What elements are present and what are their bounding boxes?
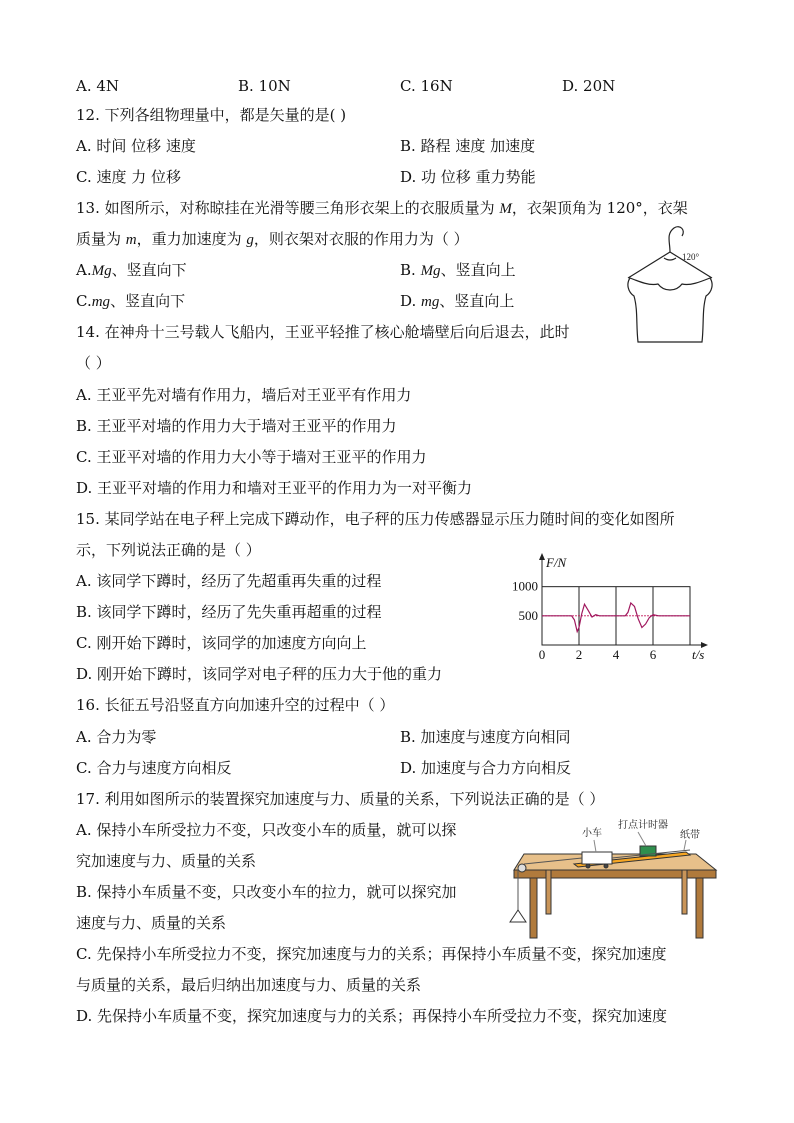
chart-y-axis-arrow — [539, 553, 545, 560]
q16-stem: 16. 长征五号沿竖直方向加速升空的过程中（ ） — [76, 696, 395, 714]
q11-option-d: D. 20N — [562, 77, 616, 95]
q17-option-b-line1: B. 保持小车质量不变，只改变小车的拉力，就可以探究加 — [76, 883, 457, 901]
angle-arc — [664, 258, 676, 260]
label-cart: 小车 — [582, 828, 602, 839]
apparatus-figure — [500, 812, 722, 942]
chart-x-tick-label-2: 2 — [575, 647, 583, 662]
table-leg-back-right — [682, 870, 687, 914]
cart-wheel-right — [604, 864, 608, 868]
q12-stem: 12. 下列各组物理量中，都是矢量的是( ) — [76, 106, 347, 124]
chart-x-tick-label-4: 4 — [612, 647, 620, 662]
q13-option-c: C.mg、竖直向下 — [76, 292, 186, 310]
chart-x-axis-label: t/s — [692, 647, 705, 662]
q14-option-d: D. 王亚平对墙的作用力和墙对王亚平的作用力为一对平衡力 — [76, 479, 473, 497]
q13-stem-line1: 13. 如图所示，对称晾挂在光滑等腰三角形衣架上的衣服质量为 M，衣架顶角为 120°，衣架 — [76, 199, 688, 217]
cart — [582, 852, 612, 864]
q17-stem: 17. 利用如图所示的装置探究加速度与力、质量的关系，下列说法正确的是（ ） — [76, 790, 605, 808]
pointer-timer — [638, 832, 646, 846]
cart-wheel-left — [586, 864, 590, 868]
q15-stem-line2: 示，下列说法正确的是（ ） — [76, 541, 261, 559]
chart-x-tick-label-0: 0 — [538, 647, 546, 662]
hanger-hook — [669, 227, 683, 252]
chart-y-axis-label: F/N — [546, 555, 567, 570]
label-timer: 打点计时器 — [618, 820, 668, 831]
q15-option-c: C. 刚开始下蹲时，该同学的加速度方向向上 — [76, 634, 367, 652]
pulley — [518, 864, 526, 872]
q12-option-a: A. 时间 位移 速度 — [76, 137, 196, 155]
q16-option-d: D. 加速度与合力方向相反 — [400, 759, 572, 777]
q16-option-c: C. 合力与速度方向相反 — [76, 759, 232, 777]
q17-option-b-line2: 速度与力、质量的关系 — [76, 914, 227, 932]
q17-option-a-line2: 究加速度与力、质量的关系 — [76, 852, 257, 870]
hanger-left-arm — [628, 252, 670, 278]
table-leg-front-right — [696, 878, 703, 938]
q17-option-c-line2: 与质量的关系，最后归纳出加速度与力、质量的关系 — [76, 976, 422, 994]
angle-label: 120° — [682, 252, 700, 262]
q17-option-a-line1: A. 保持小车所受拉力不变，只改变小车的质量，就可以探 — [76, 821, 457, 839]
chart-x-tick-label-6: 6 — [649, 647, 657, 662]
table-leg-front-left — [530, 878, 537, 938]
q11-option-a: A. 4N — [76, 77, 120, 95]
clothes-outline — [628, 278, 712, 342]
q11-option-c: C. 16N — [400, 77, 453, 95]
q13-stem-line2: 质量为 m，重力加速度为 g，则衣架对衣服的作用力为（ ） — [76, 230, 469, 248]
q14-option-c: C. 王亚平对墙的作用力大小等于墙对王亚平的作用力 — [76, 448, 427, 466]
label-tape: 纸带 — [680, 830, 700, 841]
q13-option-d: D. mg、竖直向上 — [400, 292, 515, 310]
chart-y-tick-label-1000: 1000 — [512, 578, 538, 594]
q15-option-d: D. 刚开始下蹲时，该同学对电子秤的压力大于他的重力 — [76, 665, 443, 683]
hanger-figure — [620, 220, 725, 350]
hanging-weight — [510, 910, 526, 922]
q16-option-a: A. 合力为零 — [76, 728, 157, 746]
q12-option-d: D. 功 位移 重力势能 — [400, 168, 536, 186]
q13-option-b: B. Mg、竖直向上 — [400, 261, 516, 279]
q12-option-c: C. 速度 力 位移 — [76, 168, 182, 186]
q15-option-a: A. 该同学下蹲时，经历了先超重再失重的过程 — [76, 572, 382, 590]
q14-option-b: B. 王亚平对墙的作用力大于墙对王亚平的作用力 — [76, 417, 397, 435]
q11-option-b: B. 10N — [238, 77, 291, 95]
pressure-time-chart — [500, 545, 715, 665]
q17-option-c-line1: C. 先保持小车所受拉力不变，探究加速度与力的关系；再保持小车质量不变，探究加速度 — [76, 945, 667, 963]
pointer-tape — [684, 840, 686, 850]
chart-y-tick-label-500: 500 — [518, 607, 538, 623]
q12-option-b: B. 路程 速度 加速度 — [400, 137, 536, 155]
q14-option-a: A. 王亚平先对墙有作用力，墙后对王亚平有作用力 — [76, 386, 412, 404]
q17-option-d-line1: D. 先保持小车质量不变，探究加速度与力的关系；再保持小车所受拉力不变，探究加速度 — [76, 1007, 668, 1025]
pointer-cart — [594, 840, 596, 852]
table-leg-back-left — [546, 870, 551, 914]
q15-option-b: B. 该同学下蹲时，经历了先失重再超重的过程 — [76, 603, 382, 621]
q13-option-a: A.Mg、竖直向下 — [76, 261, 187, 279]
q15-stem-line1: 15. 某同学站在电子秤上完成下蹲动作，电子秤的压力传感器显示压力随时间的变化如图所 — [76, 510, 675, 528]
q14-stem-line2: （ ） — [76, 354, 111, 372]
q14-stem-line1: 14. 在神舟十三号载人飞船内，王亚平轻推了核心舱墙壁后向后退去，此时 — [76, 323, 570, 341]
q16-option-b: B. 加速度与速度方向相同 — [400, 728, 571, 746]
